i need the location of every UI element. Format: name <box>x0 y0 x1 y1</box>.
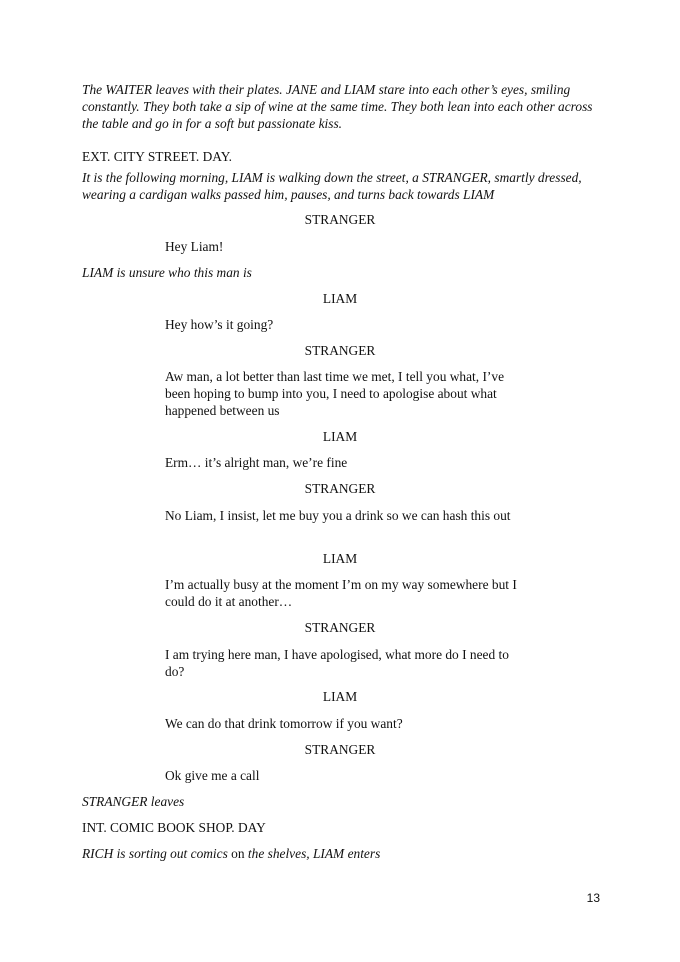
action-text: the shelves, LIAM enters <box>247 846 381 861</box>
scene-heading: EXT. CITY STREET. DAY. <box>82 149 233 164</box>
dialogue-line: Hey how’s it going? <box>165 317 274 332</box>
dialogue-line: I am trying here man, I have apologised, what more do I need to do? <box>165 647 509 679</box>
dialogue-line: We can do that drink tomorrow if you want? <box>165 716 403 731</box>
dialogue-line: I’m actually busy at the moment I’m on my way somewhere but I could do it at another… <box>165 577 517 609</box>
action-line <box>82 845 602 862</box>
character-name: LIAM <box>322 551 358 566</box>
action-line: LIAM is unsure who this man is <box>82 265 252 280</box>
page-number: 13 <box>586 891 600 905</box>
action-line: It is the following morning, LIAM is walking down the street, a STRANGER, smartly dressed, wearing a cardigan walks passed him, pauses, and turns back towards LIAM <box>82 170 582 202</box>
action-line: STRANGER leaves <box>82 794 185 809</box>
character-name: LIAM <box>322 429 358 444</box>
character-name: STRANGER <box>304 481 376 496</box>
action-line: The WAITER leaves with their plates. JANE and LIAM stare into each other’s eyes, smiling constantly. They both take a sip of wine at the same time. They both lean into each other across the table and go in for a soft but passionate kiss. <box>82 82 593 131</box>
dialogue-line: Aw man, a lot better than last time we met, I tell you what, I’ve been hoping to bump into you, I need to apologise about what happened between us <box>165 369 505 418</box>
character-name: STRANGER <box>304 620 376 635</box>
character-name: LIAM <box>322 689 358 704</box>
character-name: STRANGER <box>304 212 376 227</box>
character-name: STRANGER <box>304 343 376 358</box>
action-text-roman: on <box>227 846 248 861</box>
scene-heading: INT. COMIC BOOK SHOP. DAY <box>82 820 266 835</box>
character-name: STRANGER <box>304 742 376 757</box>
dialogue-line: Erm… it’s alright man, we’re fine <box>165 455 348 470</box>
dialogue-line: No Liam, I insist, let me buy you a drink so we can hash this out <box>165 508 511 523</box>
dialogue-line: Ok give me a call <box>165 768 260 783</box>
action-text: RICH is sorting out comics <box>82 846 228 861</box>
character-name: LIAM <box>322 291 358 306</box>
dialogue-line: Hey Liam! <box>165 239 224 254</box>
